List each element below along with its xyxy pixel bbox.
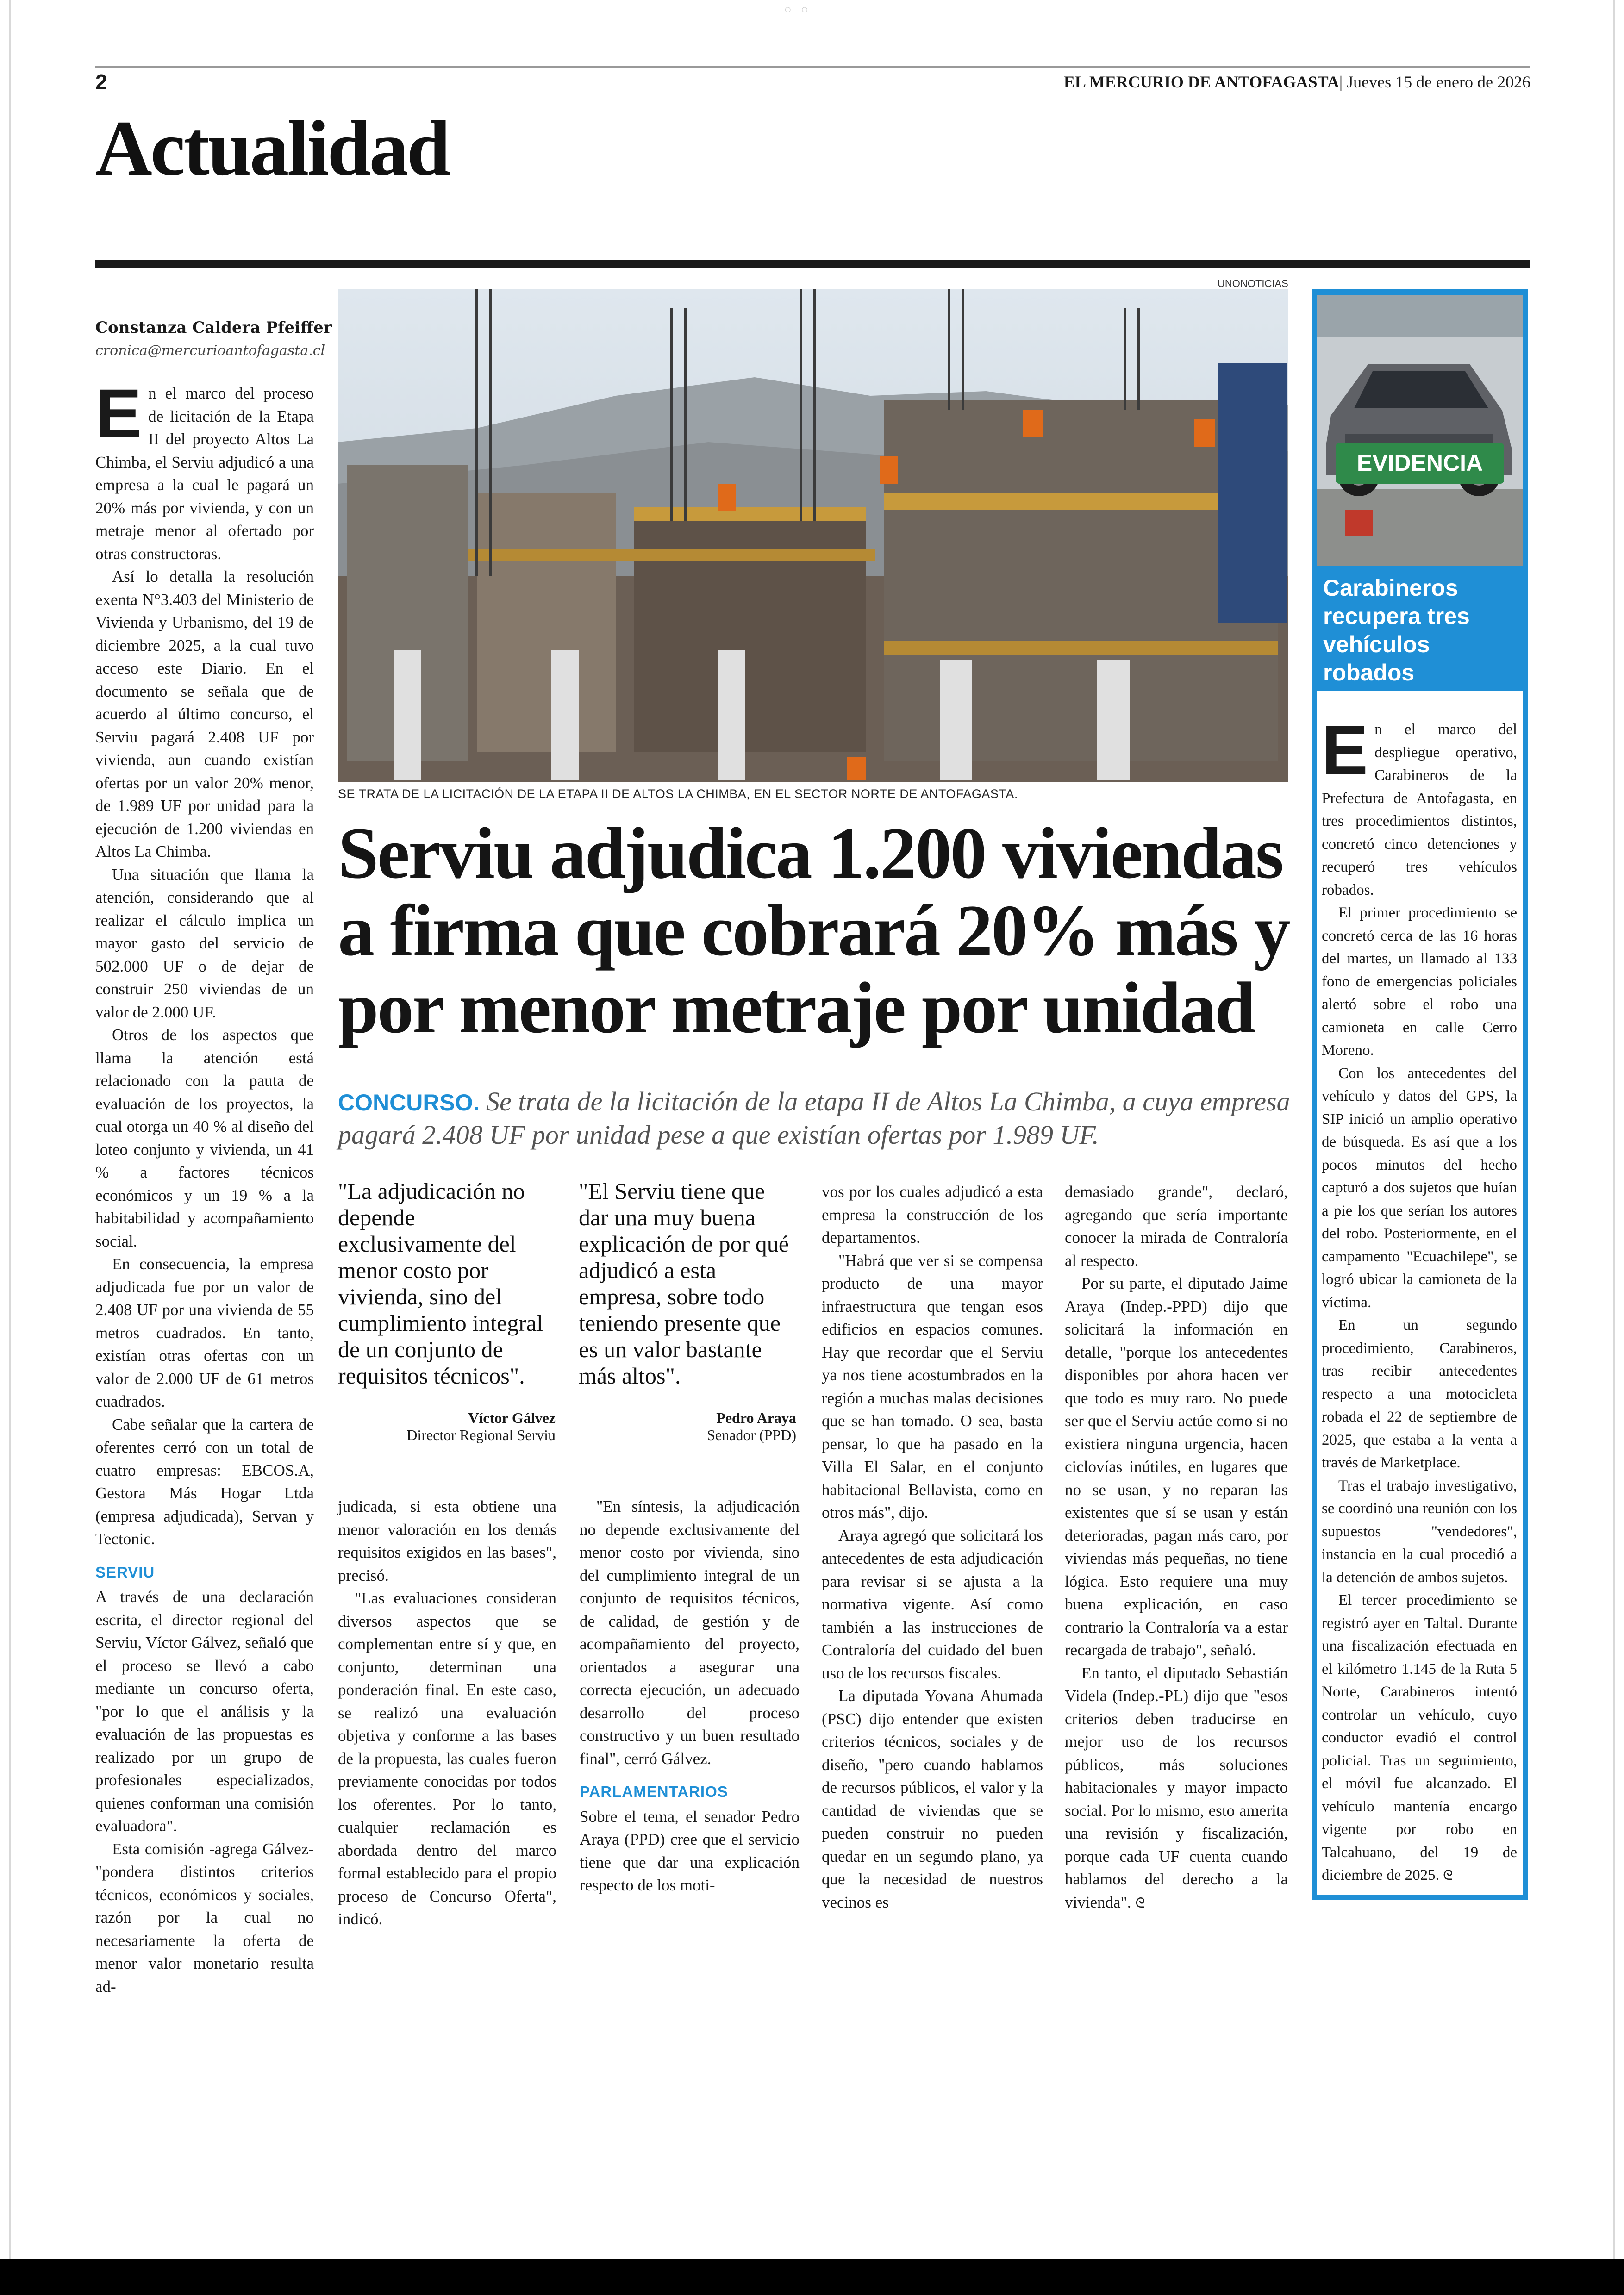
article-col-4	[822, 1180, 1043, 1914]
paragraph: Sobre el tema, el senador Pedro Araya (PPD) cree que el servicio tiene que dar una explicación respecto de los moti-	[580, 1807, 800, 1894]
paragraph: A través de una declaración escrita, el director regional del Serviu, Víctor Gálvez, señaló que el proceso se llevó a cabo mediante un concurso oferta, "por lo que el análisis y la evaluación de las propuestas es realizado por un grupo de profesionales especializados, quienes conforman una comisión evaluadora".	[95, 1588, 314, 1835]
paragraph: El primer procedimiento se concretó cerca de las 16 horas del martes, un llamado al 133 fono de emergencias policiales alertó sobre el robo una camioneta en calle Cerro Moreno.	[1322, 904, 1517, 1059]
paragraph: vos por los cuales adjudicó a esta empresa la construcción de los departamentos.	[822, 1183, 1043, 1247]
paragraph: Cabe señalar que la cartera de oferentes cerró con un total de cuatro empresas: EBCOS.A, Gestora Más Hogar Ltda (empresa adjudicada), Servan y Tectonic.	[95, 1415, 314, 1548]
paragraph: Con los antecedentes del vehículo y datos del GPS, la SIP inició un amplio operativo de búsqueda. Es así que a los pocos minutos del hecho capturó a dos sujetos que huían a pie los que serían los autores del robo. Posteriormente, en el campamento "Ecuachilepe", se logró ubicar la camioneta de la víctima.	[1322, 1065, 1517, 1311]
end-mark-icon: ᘓ	[1443, 1867, 1453, 1883]
quote-name: Víctor Gálvez	[468, 1409, 556, 1426]
paragraph: n el marco del despliegue operativo, Carabineros de la Prefectura de Antofagasta, en tres procedimientos distintos, concretó cinco detenciones y recuperó tres vehículos robados.	[1322, 721, 1517, 898]
article-col-5	[1065, 1180, 1288, 1915]
paragraph	[1322, 1589, 1517, 1887]
issue-date: | Jueves 15 de enero de 2026	[1339, 73, 1530, 91]
dropcap: E	[95, 374, 142, 452]
photo-credit: UNONOTICIAS	[1218, 278, 1288, 289]
paragraph: "Habrá que ver si se compensa producto de una mayor infraestructura que tengan esos edificios en espacios comunes. Hay que recordar que el Serviu ya nos tiene acostumbrados en la región a muchas malas decisiones que se han tomado. O sea, basta pensar, lo que ha pasado en la Villa El Salar, en el conjunto habitacional Bellavista, como en otros más", dijo.	[822, 1251, 1043, 1522]
paragraph: Araya agregó que solicitará los antecedentes de esta adjudicación para revisar si se ajusta a la normativa vigente. Así como también a las instrucciones de Contraloría del cuidado del buen uso de los recursos fiscales.	[822, 1526, 1043, 1682]
pull-quote-galvez: "La adjudicación no depende exclusivamente del menor costo por vivienda, sino del cumplimiento integral de un conjunto de requisitos técnicos".	[338, 1178, 543, 1389]
quote-attribution-galvez	[338, 1409, 556, 1444]
paragraph: Tras el trabajo investigativo, se coordinó una reunión con los supuestos "vendedores", instancia en la cual procedió a la detención de ambos sujetos.	[1322, 1477, 1517, 1586]
bottom-bar	[0, 2259, 1624, 2295]
paragraph: Así lo detalla la resolución exenta N°3.403 del Ministerio de Vivienda y Urbanismo, del 19 de diciembre 2025, a la cual tuvo acceso este Diario. En el documento se señala que de acuerdo al último concurso, el Serviu pagará 2.408 UF por vivienda, aun cuando existían ofertas por un valor 20% menor, de 1.989 UF por unidad para la ejecución de 1.200 viviendas en Altos La Chimba.	[95, 568, 314, 861]
quote-role: Senador (PPD)	[707, 1427, 796, 1443]
construction-photo	[338, 289, 1288, 782]
paragraph: n el marco del proceso de licitación de la Etapa II del proyecto Altos La Chimba, el Serviu adjudicó a una empresa a la cual le pagará un 20% más por vivienda, y con un metraje menor al ofertado por otras constructoras.	[95, 384, 314, 563]
paragraph: Esta comisión -agrega Gálvez- "pondera distintos criterios técnicos, económicos y sociales, razón por la cual no necesariamente la oferta de menor valor monetario resulta ad-	[95, 1840, 314, 1996]
sidebar-dropcap: E	[1322, 711, 1368, 789]
publication-name: EL MERCURIO DE ANTOFAGASTA	[1063, 73, 1339, 91]
sidebar-body	[1322, 711, 1517, 1887]
author-email[interactable]: cronica@mercurioantofagasta.cl	[95, 343, 325, 359]
article-col-1	[95, 374, 314, 1998]
subhead-serviu: SERVIU	[95, 1563, 155, 1581]
paragraph: demasiado grande", declaró, agregando que sería importante conocer la mirada de Contraloría al respecto.	[1065, 1183, 1288, 1270]
pull-quote-araya: "El Serviu tiene que dar una muy buena explicación de por qué adjudicó a esta empresa, sobre todo teniendo presente que es un valor bastante más altos".	[579, 1178, 789, 1389]
top-rule	[95, 66, 1530, 68]
article-col-3	[580, 1495, 800, 1897]
paragraph-text: En tanto, el diputado Sebastián Videla (Indep.-PL) dijo que "esos criterios deben traducirse en mejor uso de los recursos públicos, más soluciones habitacionales y mayor impacto social. Por lo mismo, esto amerita una revisión y fiscalización, porque cada UF cuenta cuando hablamos del derecho a la vivienda".	[1065, 1664, 1288, 1911]
paragraph: En un segundo procedimiento, Carabineros, tras recibir antecedentes respecto a una motocicleta robada el 22 de septiembre de 2025, que estaba a la venta a través de Marketplace.	[1322, 1317, 1517, 1471]
paragraph: Una situación que llama la atención, considerando que al realizar el cálculo implica un mayor gasto del servicio de 502.000 UF o de dejar de construir 250 viviendas de un valor de 2.000 UF.	[95, 865, 314, 1021]
deck-text: Se trata de la licitación de la etapa II de Altos La Chimba, a cuya empresa pagará 2.408 UF por unidad pese a que existían ofertas por 1.989 UF.	[338, 1086, 1290, 1150]
photo-caption: SE TRATA DE LA LICITACIÓN DE LA ETAPA II DE ALTOS LA CHIMBA, EN EL SECTOR NORTE DE ANTOFAGASTA.	[338, 787, 1018, 801]
paragraph: judicada, si esta obtiene una menor valoración en los demás requisitos exigidos en las bases", precisó.	[338, 1497, 556, 1584]
end-mark-icon: ᘓ	[1135, 1895, 1145, 1911]
headline: Serviu adjudica 1.200 viviendas a firma que cobrará 20% más y por menor metraje por unidad	[338, 813, 1289, 1048]
page-dots-icon: ◦ ◦	[782, 0, 810, 21]
section-title: Actualidad	[95, 105, 449, 192]
quote-name: Pedro Araya	[716, 1409, 796, 1426]
paragraph: "Las evaluaciones consideran diversos aspectos que se complementan entre sí y que, en conjunto, determinan una ponderación final. En este caso, se realizó una evaluación objetiva y conforme a las bases de la propuesta, las cuales fueron previamente conocidas por todos los oferentes. Por lo tanto, cualquier reclamación es abordada dentro del marco formal establecido para el propio proceso de Concurso Oferta", indicó.	[338, 1589, 556, 1928]
subhead-parlamentarios: PARLAMENTARIOS	[580, 1783, 728, 1800]
article-col-2	[338, 1495, 556, 1931]
paragraph: Por su parte, el diputado Jaime Araya (Indep.-PPD) dijo que solicitará la información en detalle, "porque los antecedentes disponibles por ahora hacen ver que todo es muy raro. No puede ser que el Serviu actúe como si no existiera ninguna urgencia, hacen ciclovías inútiles, en lugares que no se usan, y no reparan las existentes que sí se usan y están deterioradas, pagan más caro, por viviendas más pequeñas, no tiene lógica. Esto requiere una muy buena explicación, en caso contrario la Contraloría va a estar recargada de trabajo", señaló.	[1065, 1274, 1288, 1659]
paragraph	[1065, 1662, 1288, 1915]
deck-kicker: CONCURSO.	[338, 1090, 480, 1116]
sidebar-photo-car	[1317, 295, 1523, 566]
paragraph: Otros de los aspectos que llama la atención está relacionado con la pauta de evaluación de los proyectos, la cual otorga un 40 % al diseño del loteo conjunto y vivienda, un 41 % a factores técnicos económicos y un 19 % a la habitabilidad y acompañamiento social.	[95, 1026, 314, 1250]
deck	[338, 1085, 1292, 1151]
section-rule	[95, 260, 1530, 268]
sidebar-headline: Carabineros recupera tres vehículos robados	[1323, 575, 1470, 686]
author-name: Constanza Caldera Pfeiffer	[95, 318, 332, 337]
paragraph: "En síntesis, la adjudicación no depende exclusivamente del menor costo por vivienda, sino del cumplimiento integral de un conjunto de requisitos técnicos, de calidad, de gestión y de acompañamiento del proyecto, orientados a asegurar una correcta ejecución, un adecuado desarrollo del proceso constructivo y un buen resultado final", cerró Gálvez.	[580, 1497, 800, 1768]
paragraph-text: El tercer procedimiento se registró ayer en Taltal. Durante una fiscalización efectuada en el kilómetro 1.145 de la Ruta 5 Norte, Carabineros intentó controlar un vehículo, cuyo conductor evadió el control policial. Tras un seguimiento, el móvil fue alcanzado. El vehículo mantenía encargo vigente por robo en Talcahuano, del 19 de diciembre de 2025.	[1322, 1592, 1517, 1883]
page-number: 2	[95, 70, 107, 94]
quote-attribution-araya	[579, 1409, 796, 1444]
paragraph: En consecuencia, la empresa adjudicada fue por un valor de 2.408 UF por una vivienda de 55 metros cuadrados. En tanto, existían otras ofertas con un valor de 2.000 UF de 61 metros cuadrados.	[95, 1255, 314, 1410]
paragraph: La diputada Yovana Ahumada (PSC) dijo entender que existen criterios técnicos, sociales y de diseño, "pero cuando hablamos de recursos públicos, el valor y la cantidad de viviendas que se pueden construir no pueden quedar en un segundo plano, ya que la necesidad de nuestros vecinos es	[822, 1687, 1043, 1911]
quote-role: Director Regional Serviu	[406, 1427, 556, 1443]
evidence-badge: EVIDENCIA	[1356, 450, 1483, 476]
masthead	[1064, 72, 1530, 92]
